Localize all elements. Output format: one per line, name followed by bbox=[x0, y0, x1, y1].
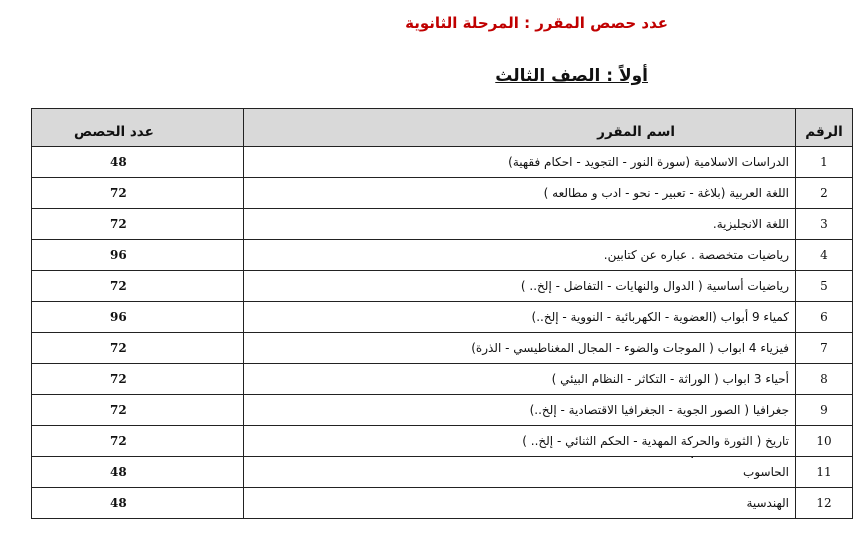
course-name: فيزياء 4 ابواب ( الموجات والضوء - المجال المغناطيسي - الذرة) bbox=[471, 341, 789, 355]
row-number: 4 bbox=[796, 240, 853, 271]
course-name-cell bbox=[244, 209, 796, 240]
table-row bbox=[32, 457, 853, 488]
table-row bbox=[32, 488, 853, 519]
course-name-cell bbox=[244, 333, 796, 364]
hours-cell: 96 bbox=[32, 240, 244, 271]
header-course-name: اسم المقرر bbox=[244, 109, 796, 147]
hours-cell: 48 bbox=[32, 147, 244, 178]
row-number: 9 bbox=[796, 395, 853, 426]
row-number: 2 bbox=[796, 178, 853, 209]
table-row bbox=[32, 395, 853, 426]
hours-cell: 72 bbox=[32, 209, 244, 240]
header-number: الرقم bbox=[796, 109, 853, 147]
course-name-cell bbox=[244, 147, 796, 178]
hours-cell: 48 bbox=[32, 457, 244, 488]
row-number: 5 bbox=[796, 271, 853, 302]
row-number: 6 bbox=[796, 302, 853, 333]
course-name-cell bbox=[244, 302, 796, 333]
hours-cell: 48 bbox=[32, 488, 244, 519]
course-name-cell bbox=[244, 240, 796, 271]
course-name: جغرافيا ( الصور الجوية - الجغرافيا الاقتصادية - إلخ..) bbox=[529, 403, 789, 417]
hours-cell: 72 bbox=[32, 271, 244, 302]
row-number: 7 bbox=[796, 333, 853, 364]
page-title: عدد حصص المقرر : المرحلة الثانوية bbox=[405, 14, 668, 32]
course-name-cell bbox=[244, 457, 796, 488]
table-row bbox=[32, 178, 853, 209]
course-name: اللغة الانجليزية. bbox=[712, 217, 789, 231]
table-row bbox=[32, 209, 853, 240]
hours-cell: 96 bbox=[32, 302, 244, 333]
course-name-cell bbox=[244, 178, 796, 209]
hours-cell: 72 bbox=[32, 364, 244, 395]
course-name: اللغة العربية (بلاغة - تعبير - نحو - ادب و مطالعه ) bbox=[543, 186, 789, 200]
table-row bbox=[32, 271, 853, 302]
course-name-cell bbox=[244, 395, 796, 426]
course-name-cell bbox=[244, 364, 796, 395]
course-name-cell bbox=[244, 426, 796, 457]
course-name: الهندسية bbox=[746, 496, 789, 510]
table-row bbox=[32, 333, 853, 364]
section-heading: أولاً : الصف الثالث bbox=[495, 66, 648, 86]
row-number: 12 bbox=[796, 488, 853, 519]
hours-cell: 72 bbox=[32, 426, 244, 457]
hours-cell: 72 bbox=[32, 178, 244, 209]
table-header-row bbox=[32, 109, 853, 147]
table-row bbox=[32, 147, 853, 178]
course-name-cell bbox=[244, 488, 796, 519]
table-row bbox=[32, 302, 853, 333]
table-row bbox=[32, 364, 853, 395]
table-row bbox=[32, 426, 853, 457]
courses-table bbox=[31, 108, 853, 519]
course-name: رياضيات أساسية ( الدوال والنهايات - التفاضل - إلخ.. ) bbox=[520, 279, 789, 293]
course-name: الدراسات الاسلامية (سورة النور - التجويد - احكام فقهية) bbox=[508, 155, 789, 169]
row-number: 1 bbox=[796, 147, 853, 178]
course-name: كمياء 9 أبواب (العضوية - الكهربائية - النووية - إلخ..) bbox=[531, 310, 789, 324]
row-number: 3 bbox=[796, 209, 853, 240]
table-row bbox=[32, 240, 853, 271]
stray-mark: . bbox=[690, 446, 695, 462]
row-number: 8 bbox=[796, 364, 853, 395]
course-name-cell bbox=[244, 271, 796, 302]
hours-cell: 72 bbox=[32, 395, 244, 426]
course-name: الحاسوب bbox=[743, 465, 789, 479]
row-number: 11 bbox=[796, 457, 853, 488]
row-number: 10 bbox=[796, 426, 853, 457]
course-name: تاريخ ( الثورة والحركة المهدية - الحكم الثنائي - إلخ.. ) bbox=[522, 434, 789, 448]
course-name: رياضيات متخصصة . عباره عن كتابين. bbox=[603, 248, 789, 262]
hours-cell: 72 bbox=[32, 333, 244, 364]
course-name: أحياء 3 ابواب ( الوراثة - التكاثر - النظام البيئي ) bbox=[551, 372, 789, 386]
header-hours: عدد الحصص bbox=[32, 109, 244, 147]
